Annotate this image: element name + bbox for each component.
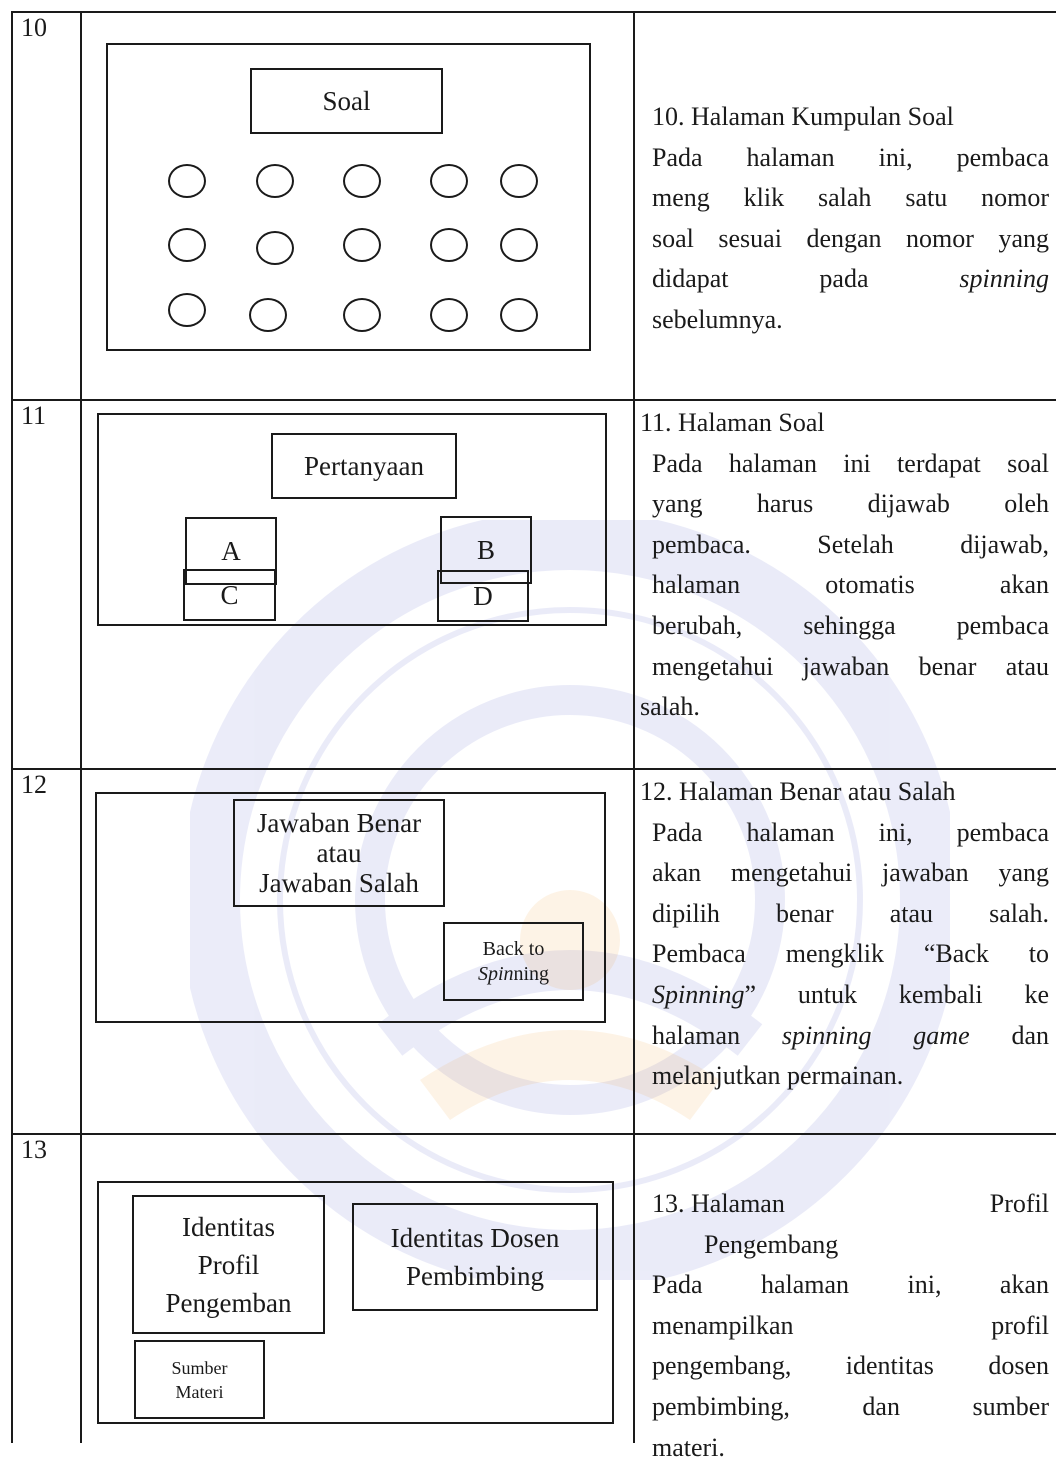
question-number-circle (168, 164, 206, 198)
developer-profile-box (132, 1195, 325, 1334)
description-line: Pada halaman ini, akan (652, 1270, 1049, 1300)
text-segment: ning (513, 962, 550, 985)
description-row-12 (640, 772, 1049, 1097)
text-segment: pada (819, 264, 869, 294)
description-line: soal sesuai dengan nomor yang (652, 223, 1049, 253)
answer-option-a: A (185, 517, 277, 585)
question-number-circle (500, 298, 538, 332)
column-divider-2 (633, 11, 635, 1443)
table-border-left (11, 11, 13, 1443)
description-line (652, 1306, 1049, 1347)
text-segment: ” untuk kembali ke (744, 979, 1049, 1009)
supervisor-identity-box (352, 1203, 598, 1311)
button-text: Back to (482, 937, 545, 960)
back-to-spinning-button (443, 922, 584, 1001)
description-line: halaman otomatis akan (652, 570, 1049, 600)
table-border-top (11, 11, 1056, 13)
description-line: Pada halaman ini terdapat soal (652, 448, 1049, 478)
answer-option-c: C (183, 569, 276, 621)
description-line: melanjutkan permainan. (652, 1061, 904, 1091)
description-line: berubah, sehingga pembaca (652, 610, 1049, 640)
description-row-11 (640, 403, 1049, 728)
italic-term: Spinning (652, 979, 745, 1009)
description-line: salah. (640, 692, 700, 722)
description-line: mengetahui jawaban benar atau (652, 651, 1049, 681)
text-segment: didapat (652, 264, 729, 294)
question-number-circle (256, 231, 294, 265)
italic-term: Spin (477, 962, 514, 985)
description-line: yang harus dijawab oleh (652, 489, 1049, 519)
description-line: pembimbing, dan sumber (652, 1391, 1049, 1421)
row-divider-2 (11, 768, 1056, 770)
description-line: meng klik salah satu nomor (652, 183, 1049, 213)
row-number: 12 (21, 770, 47, 799)
question-number-circle (430, 164, 468, 198)
description-line: materi. (652, 1432, 725, 1462)
box-text: Sumber (171, 1357, 228, 1378)
box-text: Pengemban (165, 1287, 292, 1318)
column-divider-1 (80, 11, 82, 1443)
description-line (652, 259, 1049, 300)
description-row-13 (652, 1184, 1049, 1468)
answer-option-b: B (440, 516, 532, 584)
description-line: Pada halaman ini, pembaca (652, 817, 1049, 847)
description-line: akan mengetahui jawaban yang (652, 858, 1049, 888)
description-title (652, 1184, 1049, 1225)
description-line: dipilih benar atau salah. (652, 898, 1049, 928)
question-number-circle (430, 228, 468, 262)
description-line (640, 975, 1049, 1016)
question-box: Pertanyaan (271, 433, 457, 499)
soal-title-box: Soal (250, 68, 443, 134)
description-line: pembaca. Setelah dijawab, (652, 529, 1049, 559)
text-segment: dan (969, 1020, 1049, 1050)
question-number-circle (249, 298, 287, 332)
description-title: 12. Halaman Benar atau Salah (640, 777, 956, 806)
row-number: 13 (21, 1135, 47, 1164)
text-segment: profil (991, 1310, 1049, 1340)
box-text: Identitas Dosen (390, 1223, 560, 1253)
row-number: 10 (21, 13, 47, 42)
question-number-circle (343, 164, 381, 198)
question-number-circle (343, 228, 381, 262)
text-segment: 13. Halaman (652, 1189, 785, 1218)
description-row-10 (652, 97, 1049, 341)
description-line (640, 1016, 1049, 1057)
source-material-box (134, 1340, 265, 1419)
description-line: pengembang, identitas dosen (652, 1351, 1049, 1381)
box-text: Pembimbing (405, 1261, 544, 1291)
description-title: Pengembang (704, 1229, 839, 1259)
answer-option-d: D (437, 570, 529, 622)
question-number-circle (500, 164, 538, 198)
description-title: 11. Halaman Soal (640, 408, 825, 437)
row-divider-3 (11, 1133, 1056, 1135)
text-segment: halaman (652, 1020, 782, 1050)
box-text: Materi (175, 1381, 224, 1402)
description-line: sebelumnya. (652, 304, 783, 334)
italic-term: spinning (959, 264, 1049, 294)
text-segment: Profil (989, 1189, 1049, 1218)
result-text: atau (316, 838, 362, 868)
result-box (233, 799, 445, 907)
question-number-circle (256, 164, 294, 198)
question-number-circle (430, 298, 468, 332)
row-divider-1 (11, 399, 1056, 401)
button-text (478, 962, 549, 987)
row-number: 11 (21, 401, 47, 430)
question-number-circle (500, 228, 538, 262)
description-line: Pada halaman ini, pembaca (652, 142, 1049, 172)
question-number-circle (168, 293, 206, 327)
box-text: Identitas (182, 1211, 275, 1242)
result-text: Jawaban Salah (259, 868, 419, 898)
result-text: Jawaban Benar (256, 808, 422, 838)
description-line: Pembaca mengklik “Back to (652, 939, 1049, 969)
description-title: 10. Halaman Kumpulan Soal (652, 102, 954, 131)
box-text: Profil (197, 1249, 260, 1280)
italic-term: spinning game (781, 1020, 970, 1050)
text-segment: menampilkan (652, 1310, 794, 1340)
question-number-circle (168, 228, 206, 262)
question-number-circle (343, 298, 381, 332)
